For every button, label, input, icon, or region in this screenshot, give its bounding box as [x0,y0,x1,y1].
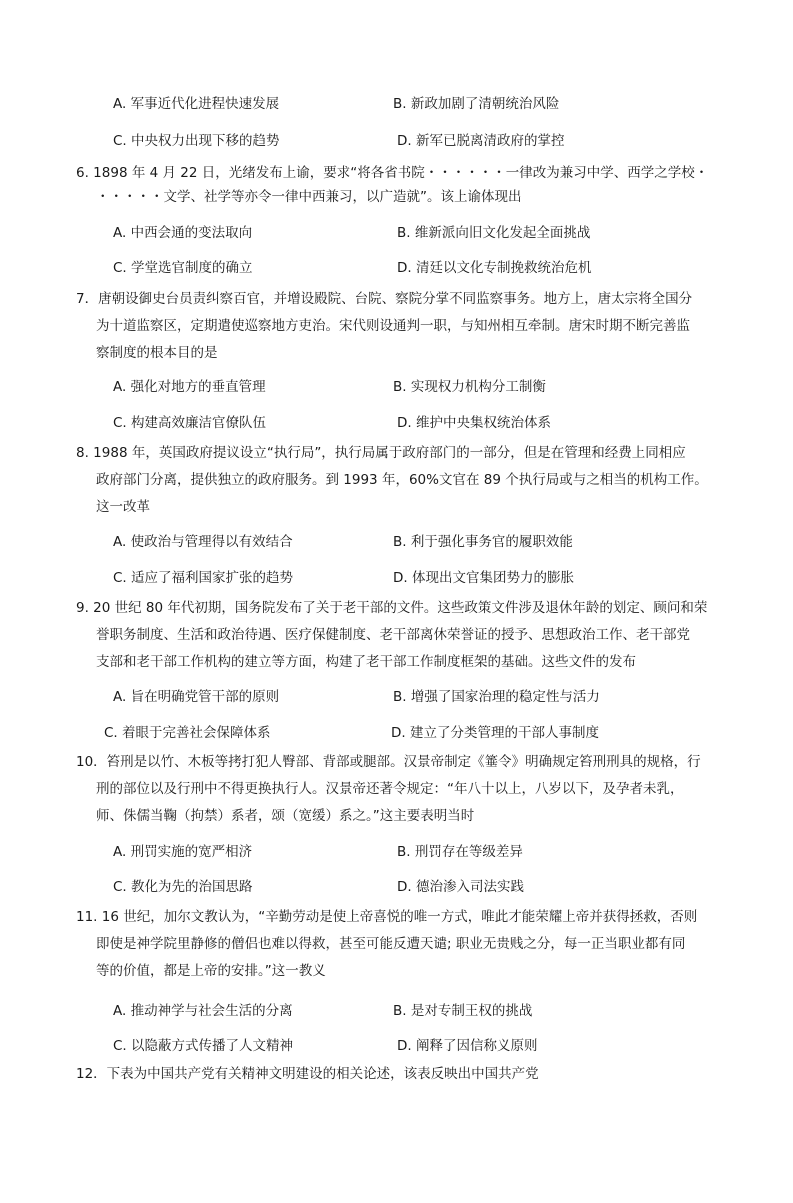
q9-option-a: A. 旨在明确党管干部的原则 [113,689,280,705]
q5-option-b: B. 新政加剧了清朝统治风险 [393,96,560,112]
q8-option-c: C. 适应了福利国家扩张的趋势 [113,570,294,586]
q6-option-d: D. 清廷以文化专制挽救统治危机 [397,260,592,276]
q9-option-c: C. 着眼于完善社会保障体系 [104,725,271,741]
q6-stem-line-1: 6. 1898 年 4 月 22 日，光绪发布上谕，要求“将各省书院・・・・・・一律改为兼习中学、西学之学校・ [76,165,709,181]
q8-option-b: B. 利于强化事务官的履职效能 [393,534,573,550]
q10-option-b: B. 刑罚存在等级差异 [397,844,523,860]
q8-stem-line-2: 政府部门分离，提供独立的政府服务。到 1993 年，60%文官在 89 个执行局或与之相当的机构工作。 [96,472,708,488]
q9-option-d: D. 建立了分类管理的干部人事制度 [391,725,599,741]
q10-stem-line-1: 10．笞刑是以竹、木板等拷打犯人臀部、背部或腿部。汉景帝制定《箠令》明确规定笞刑刑具的规格，行 [76,754,701,770]
q12-stem-line-1: 12．下表为中国共产党有关精神文明建设的相关论述，该表反映出中国共产党 [76,1066,539,1082]
q9-stem-line-2: 誉职务制度、生活和政治待遇、医疗保健制度、老干部离休荣誉证的授予、思想政治工作、老干部党 [96,627,690,643]
q11-stem-line-1: 11. 16 世纪，加尔文教认为，“辛勤劳动是使上帝喜悦的唯一方式，唯此才能荣耀上帝并获得拯救，否则 [76,909,698,925]
q8-stem-line-3: 这一改革 [96,499,150,515]
q6-option-a: A. 中西会通的变法取向 [113,225,253,241]
q10-option-d: D. 德治渗入司法实践 [397,879,524,895]
q11-option-b: B. 是对专制王权的挑战 [393,1003,533,1019]
q8-stem-line-1: 8. 1988 年，英国政府提议设立“执行局”，执行局属于政府部门的一部分，但是在管理和经费上同相应 [76,445,686,461]
q11-option-a: A. 推动神学与社会生活的分离 [113,1003,293,1019]
q6-option-c: C. 学堂选官制度的确立 [113,260,253,276]
q7-option-a: A. 强化对地方的垂直管理 [113,379,266,395]
q10-option-c: C. 教化为先的治国思路 [113,879,253,895]
q7-stem-line-2: 为十道监察区，定期遣使巡察地方吏治。宋代则设通判一职，与知州相互牵制。唐宋时期不断完善监 [96,318,690,334]
q9-stem-line-1: 9. 20 世纪 80 年代初期，国务院发布了关于老干部的文件。这些政策文件涉及退休年龄的划定、顾问和荣 [76,600,708,616]
q8-option-a: A. 使政治与管理得以有效结合 [113,534,293,550]
q5-option-c: C. 中央权力出现下移的趋势 [113,133,280,149]
q11-stem-line-2: 即使是神学院里静修的僧侣也难以得救，甚至可能反遭天谴; 职业无贵贱之分，每一正当职业都有同 [96,936,686,952]
q9-option-b: B. 增强了国家治理的稳定性与活力 [393,689,600,705]
q7-stem-line-3: 察制度的根本目的是 [96,345,218,361]
q7-option-c: C. 构建高效廉洁官僚队伍 [113,415,267,431]
q10-stem-line-3: 师、侏儒当鞠（拘禁）系者，颂（宽缓）系之。”这主要表明当时 [96,808,475,824]
q5-option-a: A. 军事近代化进程快速发展 [113,96,280,112]
q7-option-b: B. 实现权力机构分工制衡 [393,379,546,395]
q10-stem-line-2: 刑的部位以及行刑中不得更换执行人。汉景帝还著令规定：“年八十以上，八岁以下，及孕者未乳， [96,781,684,797]
q9-stem-line-3: 支部和老干部工作机构的建立等方面，构建了老干部工作制度框架的基础。这些文件的发布 [96,654,636,670]
q7-option-d: D. 维护中央集权统治体系 [397,415,551,431]
q6-option-b: B. 维新派向旧文化发起全面挑战 [397,225,591,241]
q7-stem-line-1: 7．唐朝设御史台员责纠察百官，并增设殿院、台院、察院分掌不同监察事务。地方上，唐太宗将全国分 [76,291,693,307]
q6-stem-line-2: ・・・・・文学、社学等亦令一律中西兼习，以广造就”。该上谕体现出 [96,189,522,205]
q8-option-d: D. 体现出文官集团势力的膨胀 [393,570,574,586]
q10-option-a: A. 刑罚实施的宽严相济 [113,844,253,860]
q11-option-c: C. 以隐蔽方式传播了人文精神 [113,1038,294,1054]
q11-option-d: D. 阐释了因信称义原则 [397,1038,538,1054]
q5-option-d: D. 新军已脱离清政府的掌控 [397,133,565,149]
q11-stem-line-3: 等的价值，都是上帝的安排。”这一教义 [96,963,326,979]
